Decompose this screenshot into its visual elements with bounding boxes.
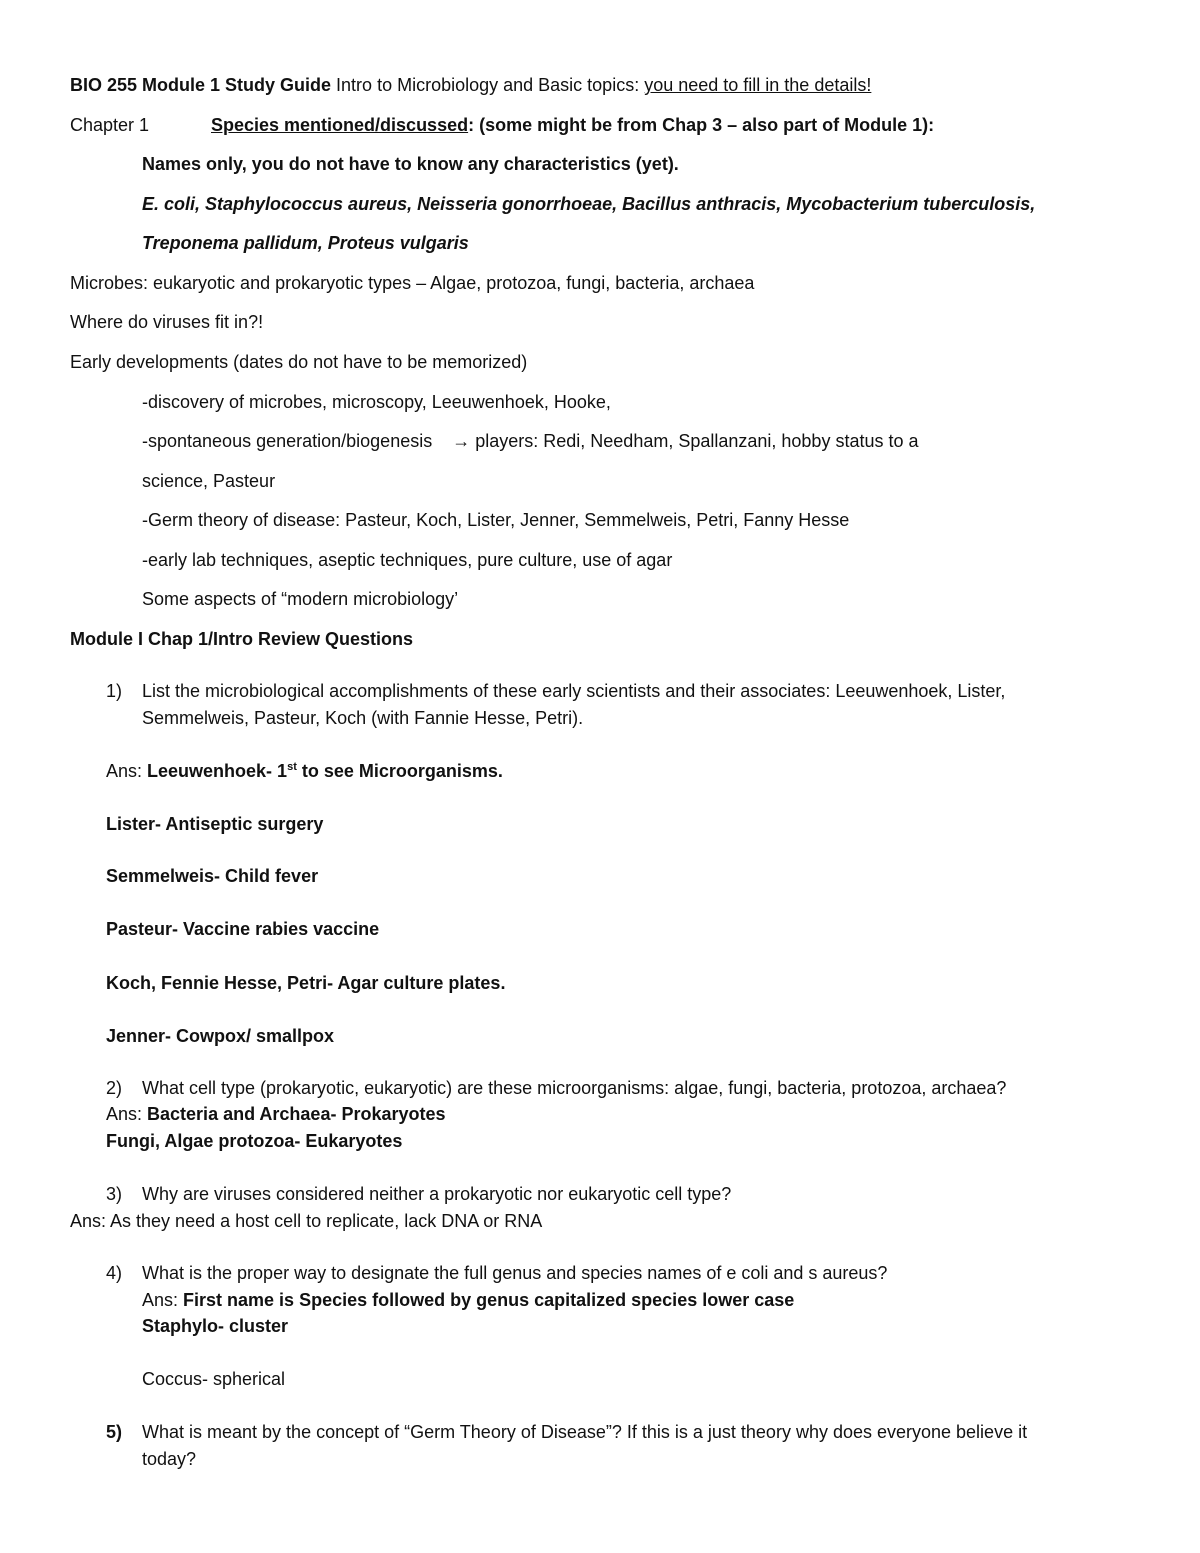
question-1: 1) List the microbiological accomplishments of these early scientists and their associates: Leeuwenhoek, Lister, — [106, 681, 1006, 701]
answer-1-line-5: Koch, Fennie Hesse, Petri- Agar culture plates. — [106, 973, 506, 993]
question-5: 5) What is meant by the concept of “Germ Theory of Disease”? If this is a just theory why does everyone believe it — [106, 1422, 1028, 1442]
answer-1-line-2: Lister- Antiseptic surgery — [106, 814, 324, 834]
species-list-line-1: E. coli, Staphylococcus aureus, Neisseria gonorrhoeae, Bacillus anthracis, Mycobacterium tuberculosis, — [142, 194, 1036, 214]
arrow-icon: → — [452, 431, 471, 451]
document-title: BIO 255 Module 1 Study Guide — [70, 75, 332, 95]
question-number: 1) — [106, 681, 123, 701]
answer-1-line-4: Pasteur- Vaccine rabies vaccine — [106, 919, 380, 939]
development-item-2: -spontaneous generation/biogenesis → players: Redi, Needham, Spallanzani, hobby status to a — [142, 431, 919, 451]
question-4: 4) What is the proper way to designate the full genus and species names of e coli and s aureus? — [106, 1263, 888, 1283]
answer-4-line-2: Staphylo- cluster — [142, 1316, 289, 1336]
development-item-1: -discovery of microbes, microscopy, Leeuwenhoek, Hooke, — [142, 392, 611, 412]
names-only-note: Names only, you do not have to know any characteristics (yet). — [142, 154, 679, 174]
viruses-line: Where do viruses fit in?! — [70, 312, 264, 332]
microbes-line: Microbes: eukaryotic and prokaryotic types – Algae, protozoa, fungi, bacteria, archaea — [70, 273, 755, 293]
answer-2-line-1: Ans: Bacteria and Archaea- Prokaryotes — [106, 1104, 446, 1124]
document-subtitle: Intro to Microbiology and Basic topics: — [331, 75, 645, 95]
species-heading-line — [211, 114, 934, 136]
question-number: 5) — [106, 1422, 123, 1442]
chapter-label: Chapter 1 — [70, 115, 150, 135]
question-1-cont: Semmelweis, Pasteur, Koch (with Fannie Hesse, Petri). — [142, 708, 584, 728]
question-number: 4) — [106, 1263, 123, 1283]
answer-1-line-6: Jenner- Cowpox/ smallpox — [106, 1026, 335, 1046]
species-heading: Species mentioned/discussed — [211, 115, 469, 135]
question-5-cont: today? — [142, 1449, 197, 1469]
answer-3: Ans: As they need a host cell to replicate, lack DNA or RNA — [70, 1211, 543, 1231]
review-heading: Module I Chap 1/Intro Review Questions — [70, 629, 414, 649]
answer-1-line-1: Ans: Leeuwenhoek- 1st to see Microorganisms. — [106, 761, 503, 781]
answer-4-line-3: Coccus- spherical — [142, 1369, 286, 1389]
development-item-3: -Germ theory of disease: Pasteur, Koch, Lister, Jenner, Semmelweis, Petri, Fanny Hesse — [142, 510, 850, 530]
question-2: 2) What cell type (prokaryotic, eukaryotic) are these microorganisms: algae, fungi, bacteria, protozoa, archaea? — [106, 1078, 1007, 1098]
species-heading-rest: : (some might be from Chap 3 – also part of Module 1): — [468, 115, 935, 135]
question-number: 2) — [106, 1078, 123, 1098]
question-3: 3) Why are viruses considered neither a prokaryotic nor eukaryotic cell type? — [106, 1184, 732, 1204]
species-list-line-2: Treponema pallidum, Proteus vulgaris — [142, 233, 469, 253]
development-item-2-cont: science, Pasteur — [142, 471, 276, 491]
document-note: you need to fill in the details! — [644, 75, 872, 95]
answer-2-line-2: Fungi, Algae protozoa- Eukaryotes — [106, 1131, 403, 1151]
early-developments-heading: Early developments (dates do not have to be memorized) — [70, 352, 528, 372]
development-item-4: -early lab techniques, aseptic techniques, pure culture, use of agar — [142, 550, 673, 570]
development-item-5: Some aspects of “modern microbiology’ — [142, 589, 459, 609]
document-title-line — [70, 74, 871, 96]
answer-1-line-3: Semmelweis- Child fever — [106, 866, 319, 886]
answer-4-line-1: Ans: First name is Species followed by genus capitalized species lower case — [142, 1290, 795, 1310]
question-number: 3) — [106, 1184, 123, 1204]
